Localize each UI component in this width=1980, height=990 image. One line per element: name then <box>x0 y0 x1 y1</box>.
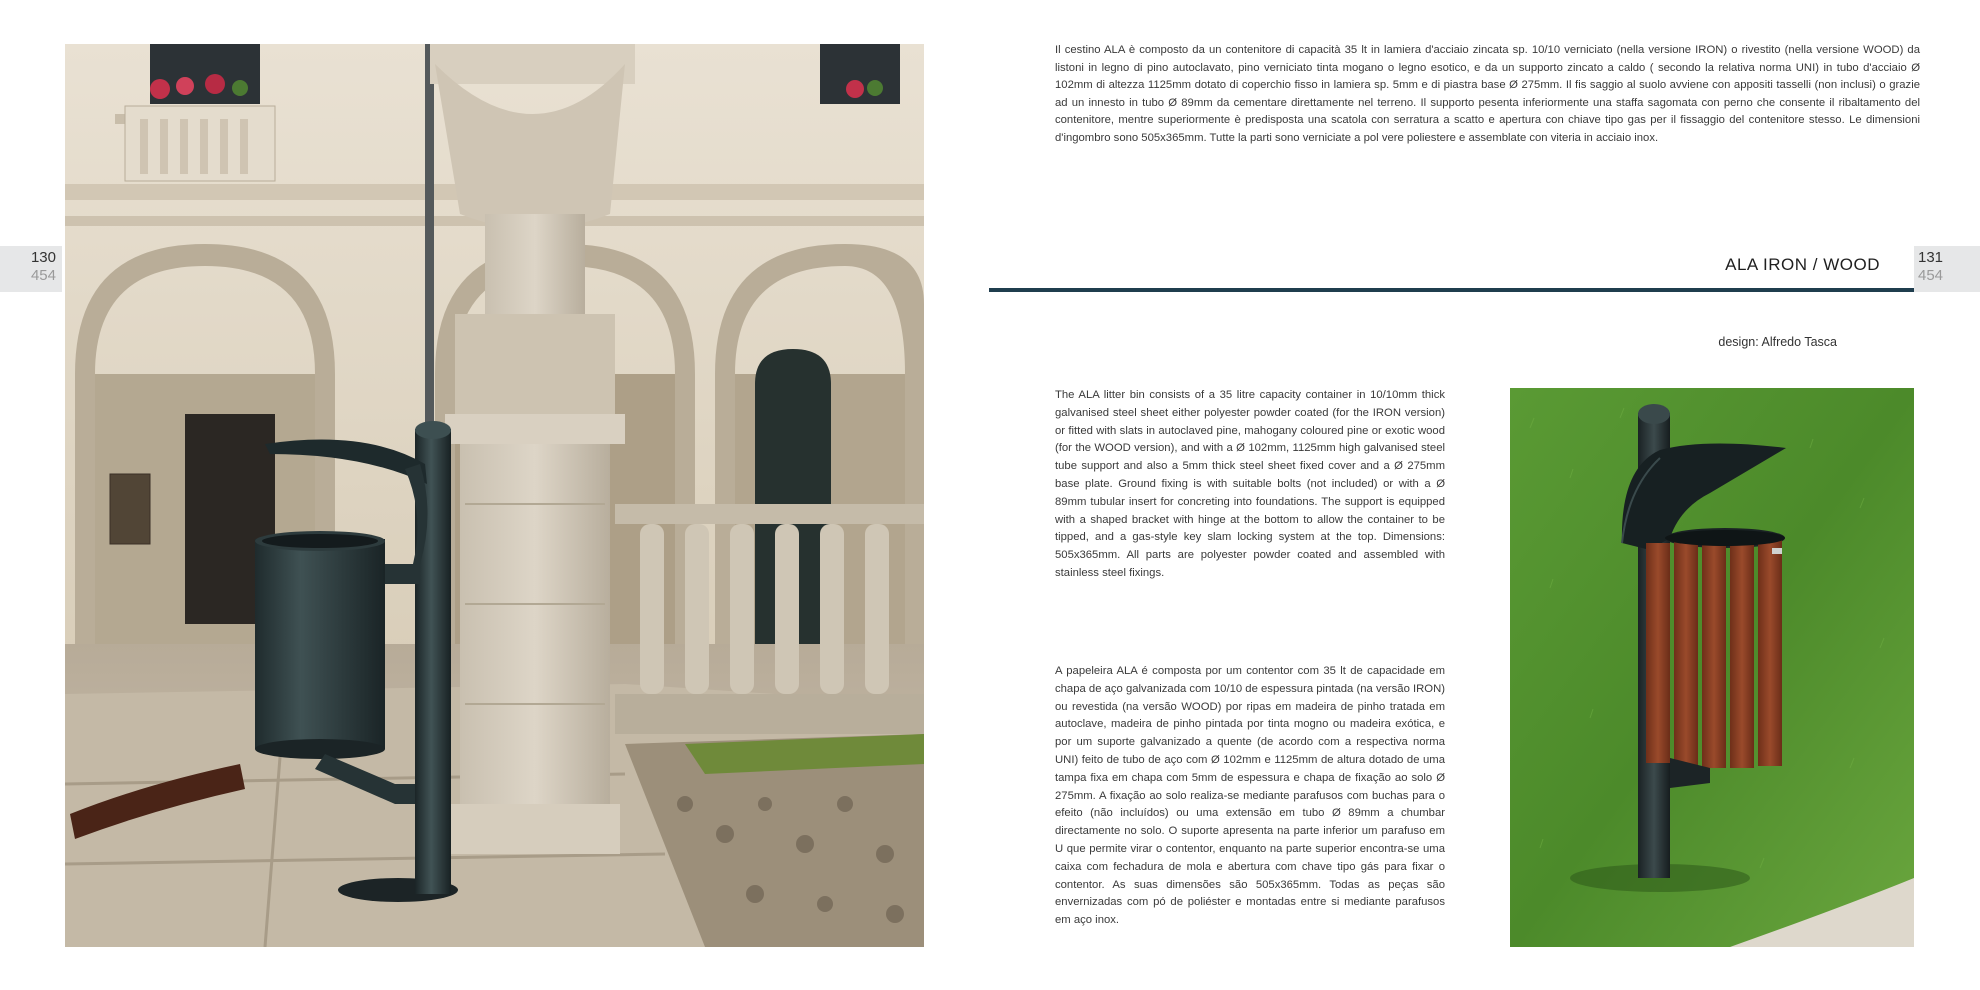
right-page-number: 131 <box>1918 249 1944 266</box>
product-title: ALA IRON / WOOD <box>1725 255 1880 274</box>
ala-wood-product-photo <box>1510 388 1914 947</box>
left-page-tab <box>0 246 62 292</box>
description-portuguese: A papeleira ALA é composta por um contentor com 35 lt de capacidade em chapa de aço galvanizada com 10/10 de espessura pintada (na versão IRON) ou revestida (na versão WOOD) por ripas em madeira de pinho tratada em autoclave, madeira de pinho pintada por tinta mogno ou madeira exótica, e por um suporte galvanizado a quente (de acordo com a respectiva norma UNI) feito de tubo de aço com Ø 102mm e 1125mm de altura dotado de uma tampa fixa em chapa com 5mm de espessura e chapa de fixação ao solo Ø 275mm. A fixação ao solo realiza-se mediante parafusos com buchas para o efeito (não incluídos) ou uma extensão em tubo Ø 89mm a chumbar directamente no solo. O suporte apresenta na parte inferior um parafuso em U que permite virar o contentor, enquanto na parte superior encontra-se uma caixa com fechadura de mola e abertura com chave tipo gás para fixar o contentor. As suas dimensões são 505x365mm. Todas as peças são envernizadas com pó de poliéster e montadas entre si mediante parafusos em aço inox. <box>1055 665 1445 927</box>
ala-iron-installation-photo <box>65 44 924 947</box>
description-english: The ALA litter bin consists of a 35 litre capacity container in 10/10mm thick galvanised steel sheet either polyester powder coated (for the IRON version) or fitted with slats in autoclaved pine, mahogany coloured pine or exotic wood (for the WOOD version), and with a Ø 102mm, 1125mm high galvanised steel tube support and also a 5mm thick steel sheet fixed cover and a Ø 275mm base plate. Ground fixing is with suitable bolts (not included) or with a Ø 89mm tubular insert for concreting into foundations. The support is equipped with a shaped bracket with hinge at the bottom to allow the container to be tipped, and a gas-style key slam locking system at the top. Dimensions: 505x365mm. All parts are polyester powder coated and assembled with stainless steel fixings. <box>1055 389 1445 579</box>
designer-credit: design: Alfredo Tasca <box>1718 335 1837 349</box>
title-rule <box>989 288 1914 292</box>
right-page-tab <box>1914 246 1980 292</box>
left-page-total: 454 <box>30 267 56 284</box>
left-page-number: 130 <box>30 249 56 266</box>
right-page-total: 454 <box>1918 267 1944 284</box>
description-italian: Il cestino ALA è composto da un contenitore di capacità 35 lt in lamiera d'acciaio zincata sp. 10/10 verniciato (nella versione IRON) o rivestito (nella versione WOOD) da listoni in legno di pino autoclavato, pino verniciato tinta mogano o legno esotico, e da un supporto zincato a caldo ( secondo la relativa norma UNI) in tubo d'acciaio Ø 102mm di altezza 1125mm dotato di coperchio fisso in lamiera sp. 5mm e di piastra base Ø 275mm. Il fis saggio al suolo avviene con appositi tasselli (non inclusi) o grazie ad un innesto in tubo Ø 89mm da cementare direttamente nel terreno. Il supporto pesenta inferiormente una staffa sagomata con perno che consente il ribaltamento del contenitore, mentre superiormente è predisposta una scatola con serratura a scatto e apertura con chiave tipo gas per il fissaggio del contenitore stesso. Le dimensioni d'ingombro sono 505x365mm. Tutte la parti sono verniciate a pol vere poliestere e assemblate con viteria in acciaio inox. <box>1055 44 1920 144</box>
